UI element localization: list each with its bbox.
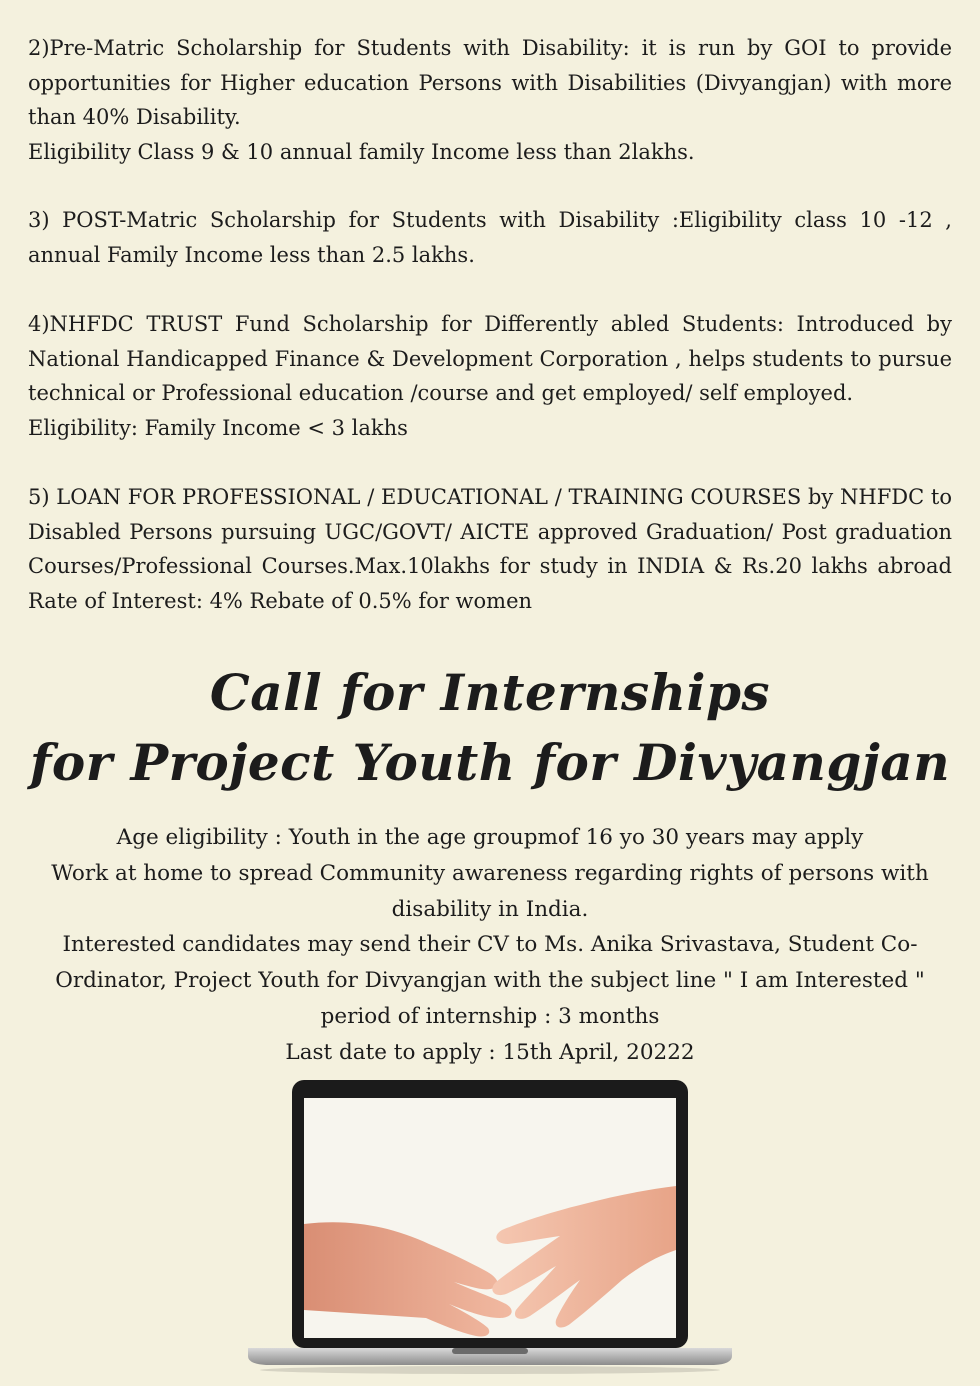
scholarship-nhfdc-trust (28, 307, 952, 445)
last-date: Last date to apply : 15th April, 20222 (285, 1039, 695, 1065)
application-instructions: Interested candidates may send their CV to Ms. Anika Srivastava, Student Co-Ordinator, Project Youth for Divyangjan with the subject line " I am Interested " (55, 932, 925, 994)
nhfdc-trust-eligibility: Eligibility: Family Income < 3 lakhs (28, 415, 408, 440)
pre-matric-eligibility: Eligibility Class 9 & 10 annual family Income less than 2lakhs. (28, 139, 695, 164)
nhfdc-trust-description: 4)NHFDC TRUST Fund Scholarship for Differently abled Students: Introduced by National Handicapped Finance & Development Corporation , helps students to pursue technical or Professional education /course and get employed/ self employed. (28, 312, 952, 406)
internship-title-line1: Call for Internships (209, 663, 771, 722)
scholarship-pre-matric (28, 31, 952, 169)
internship-details (0, 820, 980, 1071)
post-matric-description: 3) POST-Matric Scholarship for Students with Disability :Eligibility class 10 -12 , annual Family Income less than 2.5 lakhs. (28, 208, 952, 267)
laptop-handshake-illustration (244, 1078, 736, 1378)
loan-description: 5) LOAN FOR PROFESSIONAL / EDUCATIONAL / TRAINING COURSES by NHFDC to Disabled Persons pursuing UGC/GOVT/ AICTE approved Graduation/ Post graduation Courses/Professional Courses.Max.10lakhs for study in INDIA & Rs.20 lakhs abroad Rate of Interest: 4% Rebate of 0.5% for women (28, 485, 952, 613)
laptop-notch (452, 1348, 528, 1354)
age-eligibility: Age eligibility : Youth in the age groupmof 16 yo 30 years may apply (116, 825, 864, 850)
internship-period: period of internship : 3 months (320, 1003, 660, 1029)
work-description: Work at home to spread Community awareness regarding rights of persons with disability in India. (51, 860, 929, 922)
internship-title-line2: for Project Youth for Divyangjan (29, 733, 951, 792)
scholarship-post-matric (28, 203, 952, 272)
pre-matric-description: 2)Pre-Matric Scholarship for Students with Disability: it is run by GOI to provide opportunities for Higher education Persons with Disabilities (Divyangjan) with more than 40% Disability. (28, 36, 952, 130)
loan-professional-courses (28, 480, 952, 618)
